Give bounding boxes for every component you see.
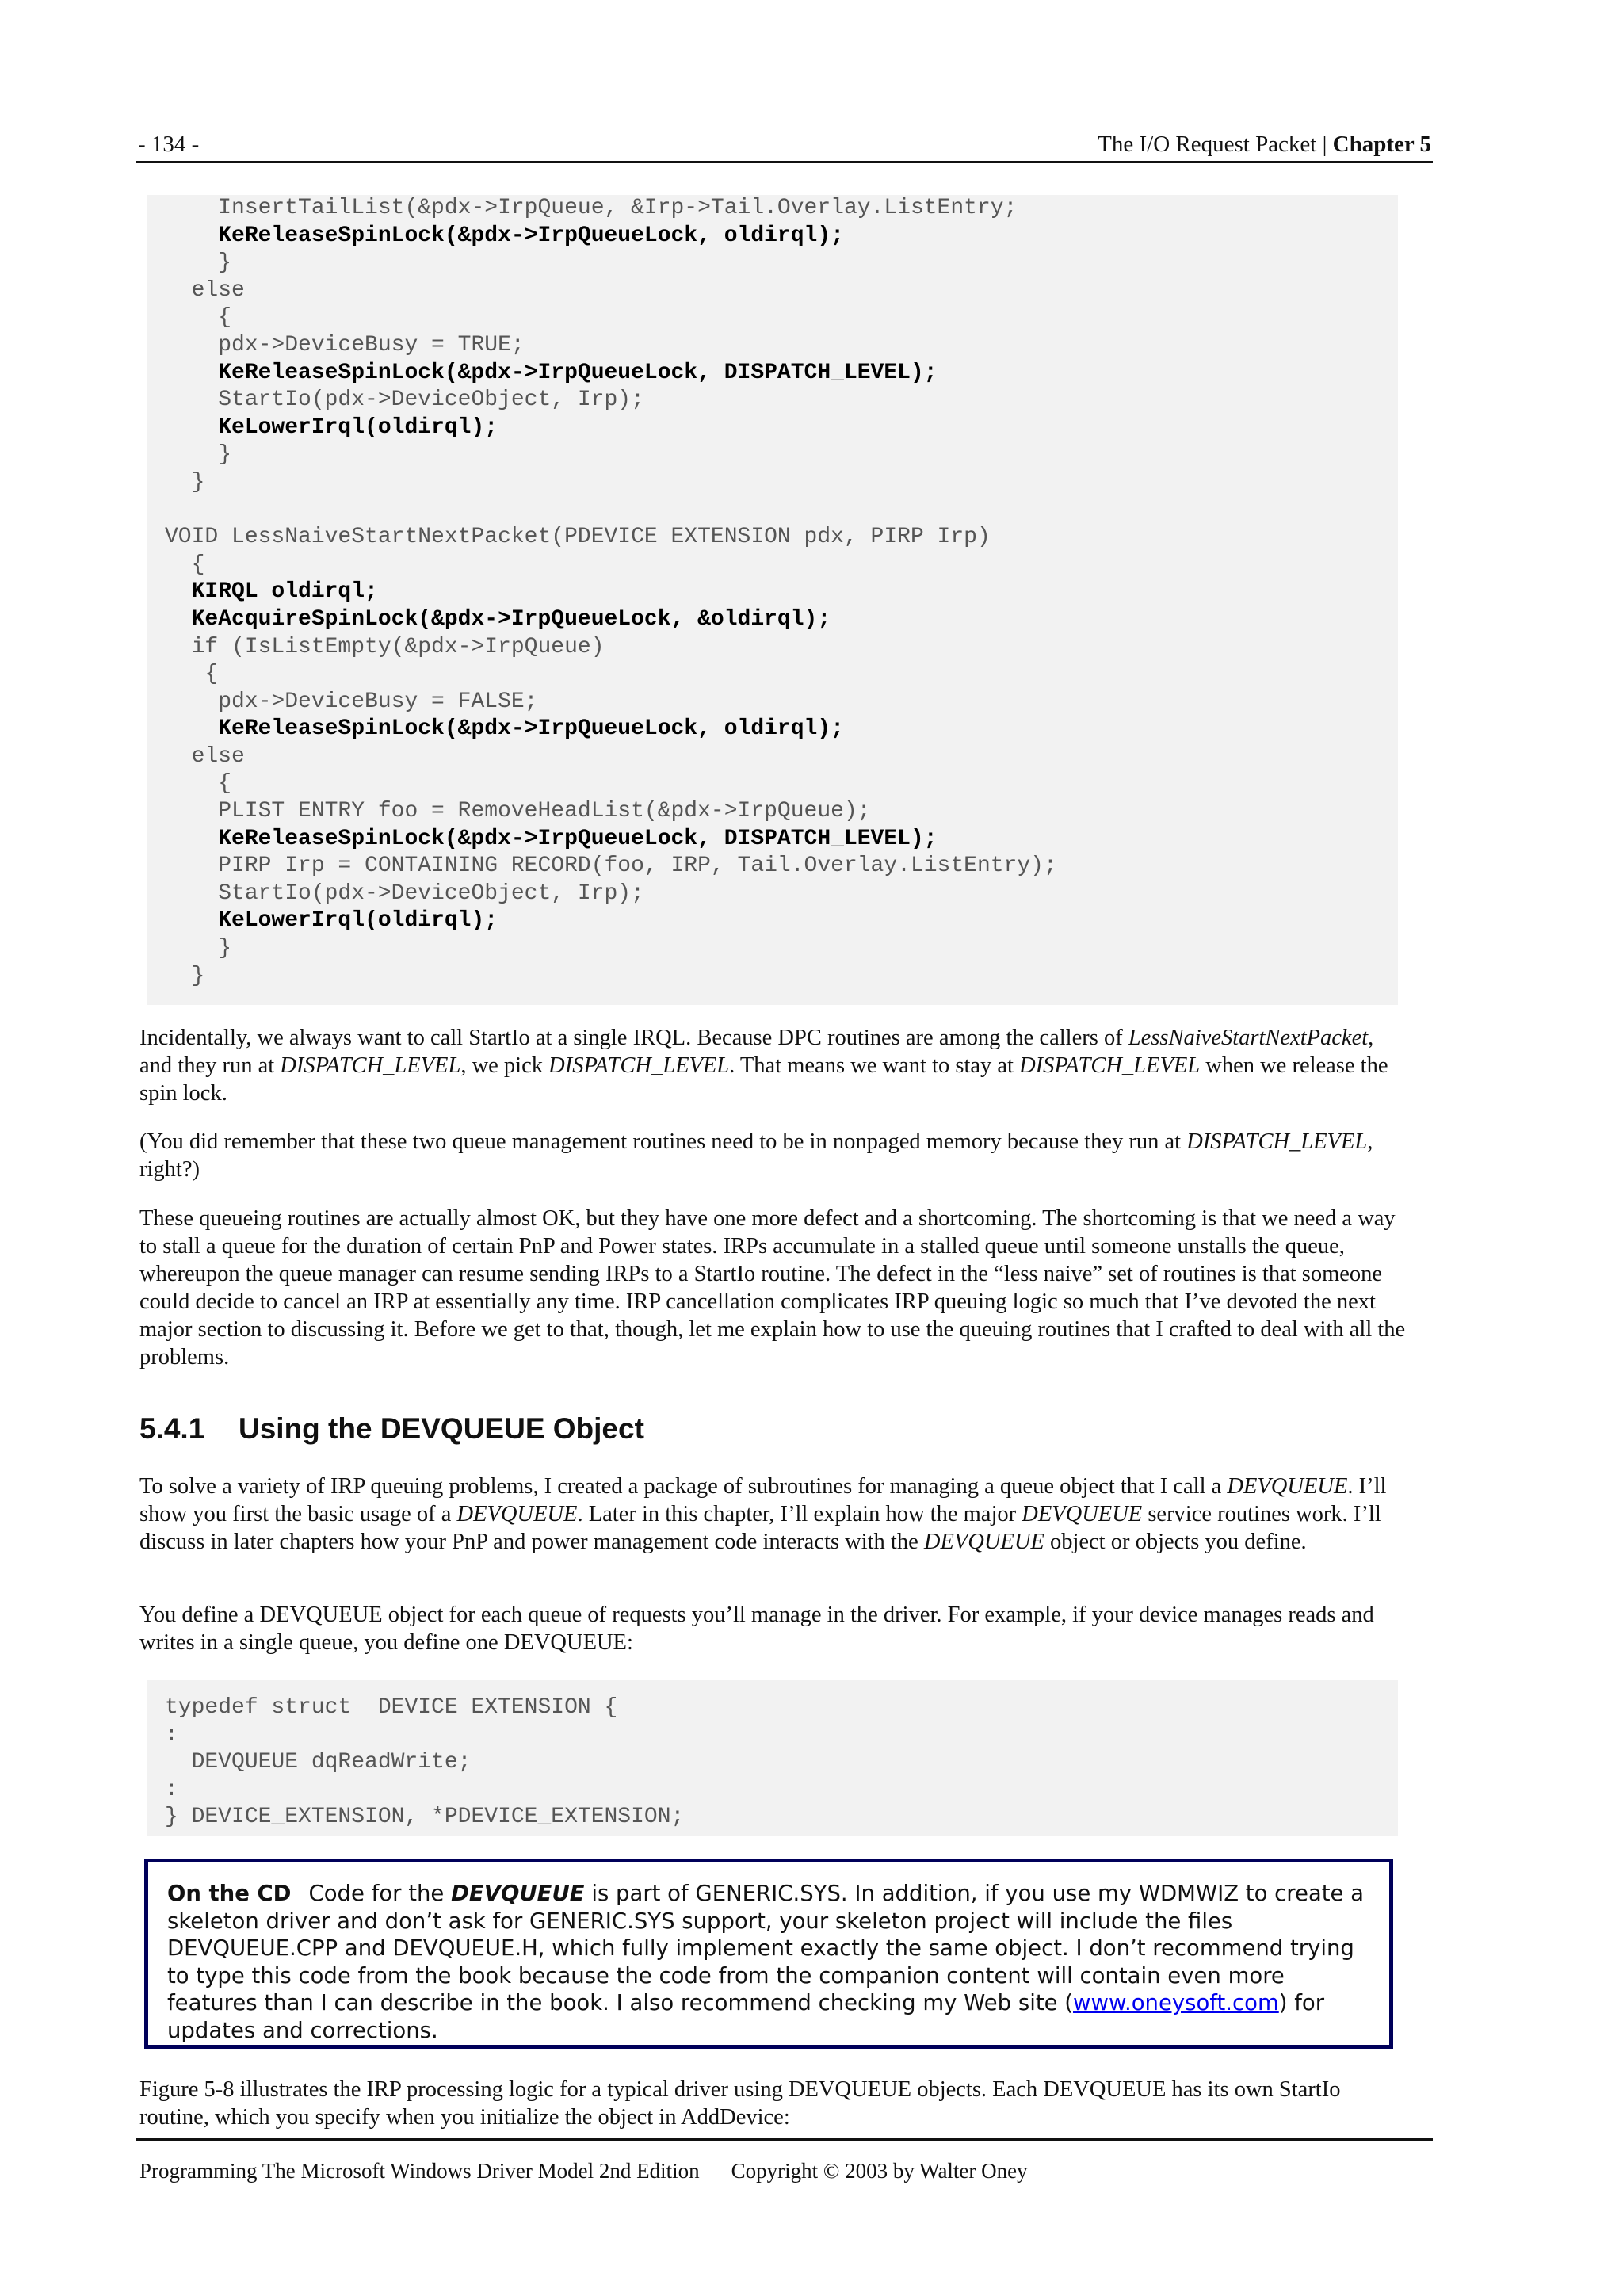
page-header bbox=[138, 130, 1431, 162]
code-line: : bbox=[165, 1722, 178, 1748]
section-heading bbox=[139, 1412, 644, 1446]
para1-text-a: Incidentally, we always want to call StartIo at a single IRQL. Because DPC routines are among the callers of bbox=[139, 1026, 1128, 1050]
code-line: PIRP Irp = CONTAINING RECORD(foo, IRP, Tail.Overlay.ListEntry); bbox=[165, 854, 1057, 879]
website-link[interactable]: www.oneysoft.com bbox=[1073, 1990, 1279, 2016]
code-line: KIRQL oldirql; bbox=[165, 579, 378, 605]
code-line: pdx->DeviceBusy = FALSE; bbox=[165, 689, 538, 714]
code-line: StartIo(pdx->DeviceObject, Irp); bbox=[165, 388, 644, 413]
code-line: } bbox=[165, 250, 232, 276]
para4-italic-2: DEVQUEUE bbox=[456, 1502, 578, 1526]
code-line: InsertTailList(&pdx->IrpQueue, &Irp->Tail.Overlay.ListEntry; bbox=[165, 196, 1018, 220]
paragraph-figure-reference: Figure 5-8 illustrates the IRP processing logic for a typical driver using DEVQUEUE objects. Each DEVQUEUE has its own StartIo routine, which you specify when you initialize the object in AddDevice: bbox=[139, 2077, 1341, 2130]
para1-italic-function: LessNaiveStartNextPacket bbox=[1128, 1026, 1369, 1050]
page-number: - 134 - bbox=[138, 132, 200, 157]
header-rule bbox=[136, 161, 1433, 163]
code-line: KeReleaseSpinLock(&pdx->IrpQueueLock, oldirql); bbox=[165, 223, 844, 248]
note-text-c: ) for updates and corrections. bbox=[167, 1990, 1325, 2043]
section-number: 5.4.1 bbox=[139, 1412, 205, 1445]
code-line: } DEVICE_EXTENSION, *PDEVICE_EXTENSION; bbox=[165, 1805, 685, 1830]
paragraph-startio-irql bbox=[139, 1024, 1407, 1107]
code-line: } bbox=[165, 442, 232, 468]
paragraph-devqueue-intro bbox=[139, 1473, 1407, 1556]
code-line: KeReleaseSpinLock(&pdx->IrpQueueLock, oldirql); bbox=[165, 716, 844, 742]
para4-text-g: service routines work. I’ll discuss in later chapters how your PnP and power management code interacts with the bbox=[139, 1502, 1381, 1554]
code-block-device-extension bbox=[147, 1680, 1398, 1836]
paragraph-queueing-defects: These queueing routines are actually almost OK, but they have one more defect and a shortcoming. The shortcoming is that we need a way to stall a queue for the duration of certain PnP and Power states. IRPs accumulate in a stalled queue until someone unstalls the queue, whereupon the queue manager can resume sending IRPs to a StartIo routine. The defect in the “less naive” set of routines is that someone could decide to cancel an IRP at essentially any time. IRP cancellation complicates IRP queuing logic so much that I’ve devoted the next major section to discussing it. Before we get to that, though, let me explain how to use the queuing routines that I crafted to deal with all the problems. bbox=[139, 1206, 1406, 1370]
code-line: KeLowerIrql(oldirql); bbox=[165, 415, 498, 440]
para1-italic-level-1: DISPATCH_LEVEL bbox=[280, 1053, 461, 1078]
para1-italic-level-2: DISPATCH_LEVEL bbox=[548, 1053, 730, 1078]
code-block-start-next-packet bbox=[147, 195, 1398, 1005]
para1-text-c: , and they run at bbox=[139, 1026, 1374, 1078]
code-line: } bbox=[165, 469, 205, 495]
footer-rule bbox=[136, 2138, 1433, 2141]
page-footer bbox=[139, 2159, 1028, 2183]
para4-text-a: To solve a variety of IRP queuing problems, I created a package of subroutines for managing a queue object that I call a bbox=[139, 1474, 1228, 1499]
code-line: else bbox=[165, 743, 245, 769]
section-title: Using the DEVQUEUE Object bbox=[239, 1412, 644, 1445]
note-keyword: DEVQUEUE bbox=[451, 1881, 585, 1906]
code-line: DEVQUEUE dqReadWrite; bbox=[165, 1750, 472, 1775]
code-lines bbox=[165, 1694, 684, 1832]
code-line: { bbox=[165, 305, 232, 330]
para4-text-i: object or objects you define. bbox=[1044, 1530, 1307, 1554]
code-line: { bbox=[165, 552, 205, 577]
on-the-cd-note bbox=[144, 1859, 1393, 2049]
paragraph-define-devqueue: You define a DEVQUEUE object for each queue of requests you’ll manage in the driver. For example, if your device manages reads and writes in a single queue, you define one DEVQUEUE: bbox=[139, 1603, 1374, 1655]
footer-copyright: Copyright © 2003 by Walter Oney bbox=[731, 2159, 1028, 2183]
para1-italic-level-3: DISPATCH_LEVEL bbox=[1019, 1053, 1201, 1078]
paragraph-nonpaged-memory bbox=[139, 1128, 1407, 1183]
code-line: typedef struct DEVICE EXTENSION { bbox=[165, 1695, 618, 1720]
running-title bbox=[1098, 132, 1431, 158]
para4-text-c: . I’ll show you first the basic usage of a bbox=[139, 1474, 1387, 1526]
para4-italic-3: DEVQUEUE bbox=[1022, 1502, 1143, 1526]
para2-text-a: (You did remember that these two queue management routines need to be in nonpaged memory because they run at bbox=[139, 1129, 1187, 1154]
code-line: KeLowerIrql(oldirql); bbox=[165, 908, 498, 934]
footer-book-title: Programming The Microsoft Windows Driver Model 2nd Edition bbox=[139, 2159, 700, 2183]
code-line: KeAcquireSpinLock(&pdx->IrpQueueLock, &oldirql); bbox=[165, 606, 831, 632]
code-line bbox=[165, 497, 1057, 525]
code-lines bbox=[165, 195, 1057, 990]
para4-italic-1: DEVQUEUE bbox=[1227, 1474, 1348, 1499]
note-body bbox=[167, 1880, 1380, 2045]
code-line: PLIST ENTRY foo = RemoveHeadList(&pdx->IrpQueue); bbox=[165, 799, 871, 824]
para1-text-i: when we release the spin lock. bbox=[139, 1053, 1388, 1106]
code-line: VOID LessNaiveStartNextPacket(PDEVICE EXTENSION pdx, PIRP Irp) bbox=[165, 525, 991, 550]
running-title-text: The I/O Request Packet | bbox=[1098, 132, 1333, 157]
para2-italic-level: DISPATCH_LEVEL bbox=[1186, 1129, 1368, 1154]
code-line: : bbox=[165, 1777, 178, 1802]
note-text-b: is part of GENERIC.SYS. In addition, if you use my WDMWIZ to create a skeleton driver and don’t ask for GENERIC.SYS support, your skeleton project will include the files DEVQUEUE.CPP and DEVQUEUE.H, which fully implement exactly the same object. I don’t recommend trying to type this code from the book because the code from the companion content will contain even more features than I can describe in the book. I also recommend checking my Web site ( bbox=[167, 1881, 1365, 2016]
code-line: KeReleaseSpinLock(&pdx->IrpQueueLock, DISPATCH_LEVEL); bbox=[165, 360, 938, 385]
code-line: StartIo(pdx->DeviceObject, Irp); bbox=[165, 881, 644, 906]
para2-text-c: , right?) bbox=[139, 1129, 1373, 1182]
code-line: if (IsListEmpty(&pdx->IrpQueue) bbox=[165, 634, 605, 659]
code-line: { bbox=[165, 771, 232, 797]
para1-text-e: , we pick bbox=[460, 1053, 549, 1078]
code-line: } bbox=[165, 936, 232, 961]
code-line: else bbox=[165, 277, 245, 303]
chapter-label: Chapter 5 bbox=[1332, 132, 1431, 157]
note-label: On the CD bbox=[167, 1881, 292, 1906]
code-line: pdx->DeviceBusy = TRUE; bbox=[165, 332, 525, 357]
code-line: { bbox=[165, 662, 219, 687]
code-line: } bbox=[165, 963, 205, 988]
para4-italic-4: DEVQUEUE bbox=[923, 1530, 1044, 1554]
para1-text-g: . That means we want to stay at bbox=[729, 1053, 1020, 1078]
para4-text-e: . Later in this chapter, I’ll explain how the major bbox=[577, 1502, 1022, 1526]
code-line: KeReleaseSpinLock(&pdx->IrpQueueLock, DISPATCH_LEVEL); bbox=[165, 826, 938, 851]
note-text-a: Code for the bbox=[308, 1881, 452, 1906]
